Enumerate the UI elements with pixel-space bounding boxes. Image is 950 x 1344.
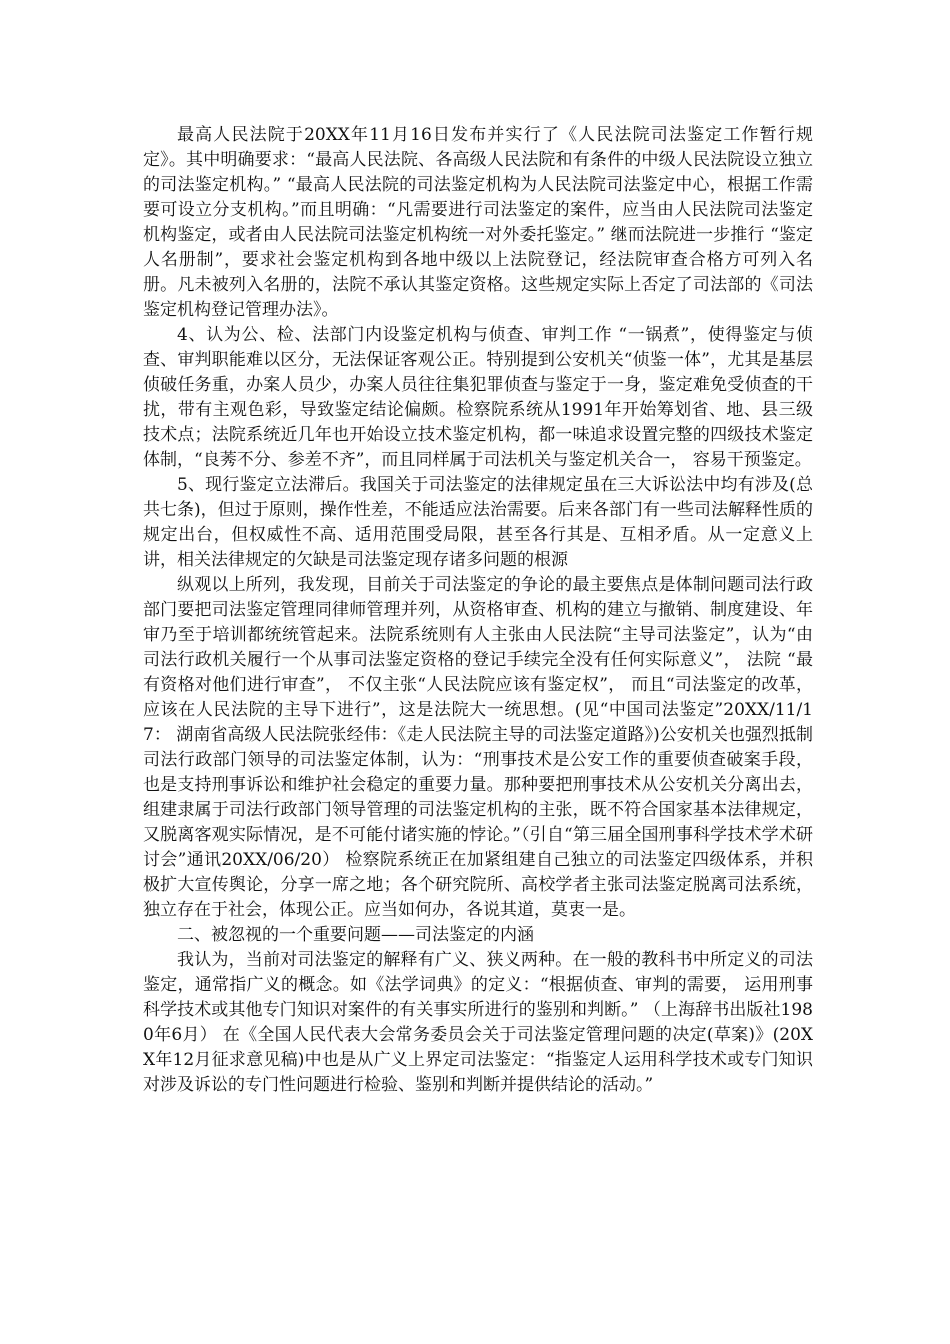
section-heading-2: 二、被忽视的一个重要问题——司法鉴定的内涵	[177, 925, 534, 945]
paragraph-overview: 纵观以上所列，我发现，目前关于司法鉴定的争论的最主要焦点是体制问题司法行政部门要把司法鉴定管理同律师管理并列，从资格审查、机构的建立与撤销、制度建设、年审乃至于培训都统统管起来。法院系统则有人主张由人民法院“主导司法鉴定”，认为“由司法行政机关履行一个从事司法鉴定资格的登记手续完全没有任何实际意义”， 法院 “最有资格对他们进行审查”， 不仅主张“人民法院应该有鉴定权”， 而且“司法鉴定的改革，应该在人民法院的主导下进行”，这是法院大一统思想。(见“中国司法鉴定”20XX/11/17： 湖南省高级人民法院张经伟：《走人民法院主导的司法鉴定道路》)公安机关也强烈抵制司法行政部门领导的司法鉴定体制，认为：“刑事技术是公安工作的重要侦查破案手段，也是支持刑事诉讼和维护社会稳定的重要力量。那种要把刑事技术从公安机关分离出去，组建隶属于司法行政部门领导管理的司法鉴定机构的主张，既不符合国家基本法律规定，又脱离客观实际情况，是不可能付诸实施的悖论。”（引自“第三届全国刑事科学技术学术研讨会”通讯20XX/06/20） 检察院系统正在加紧组建自己独立的司法鉴定四级体系，并积极扩大宣传舆论，分享一席之地；各个研究院所、高校学者主张司法鉴定脱离司法系统，独立存在于社会，体现公正。应当如何办，各说其道，莫衷一是。	[143, 575, 813, 920]
paragraph-definition: 我认为，当前对司法鉴定的解释有广义、狭义两种。在一般的教科书中所定义的司法鉴定，通常指广义的概念。如《法学词典》的定义：“根据侦查、审判的需要， 运用刑事科学技术或其他专门知识对案件的有关事实所进行的鉴别和判断。” （上海辞书出版社1980年6月） 在《全国人民代表大会常务委员会关于司法鉴定管理问题的决定(草案)》(20XX年12月征求意见稿)中也是从广义上界定司法鉴定：“指鉴定人运用科学技术或专门知识对涉及诉讼的专门性问题进行检验、鉴别和判断并提供结论的活动。”	[143, 950, 813, 1095]
paragraph-point-4: 4、认为公、检、法部门内设鉴定机构与侦查、审判工作 “一锅煮”，使得鉴定与侦查、审判职能难以区分，无法保证客观公正。特别提到公安机关“侦鉴一体”，尤其是基层侦破任务重，办案人员少，办案人员往往集犯罪侦查与鉴定于一身，鉴定难免受侦查的干扰，带有主观色彩，导致鉴定结论偏颇。检察院系统从1991年开始筹划省、地、县三级技术点；法院系统近几年也开始设立技术鉴定机构，都一味追求设置完整的四级技术鉴定体制，“良莠不分、参差不齐”，而且同样属于司法机关与鉴定机关合一， 容易干预鉴定。	[143, 325, 813, 470]
paragraph-point-5: 5、现行鉴定立法滞后。我国关于司法鉴定的法律规定虽在三大诉讼法中均有涉及(总共七条)，但过于原则，操作性差，不能适应法治需要。后来各部门有一些司法解释性质的规定出台，但权威性不高、适用范围受局限，甚至各行其是、互相矛盾。从一定意义上讲，相关法律规定的欠缺是司法鉴定现存诸多问题的根源	[143, 475, 813, 570]
document-body	[143, 123, 813, 1098]
paragraph-court-regulations: 最高人民法院于20XX年11月16日发布并实行了《人民法院司法鉴定工作暂行规定》。其中明确要求：“最高人民法院、各高级人民法院和有条件的中级人民法院设立独立的司法鉴定机构。” “最高人民法院的司法鉴定机构为人民法院司法鉴定中心，根据工作需要可设立分支机构。”而且明确：“凡需要进行司法鉴定的案件，应当由人民法院司法鉴定机构鉴定，或者由人民法院司法鉴定机构统一对外委托鉴定。” 继而法院进一步推行 “鉴定人名册制”，要求社会鉴定机构到各地中级以上法院登记，经法院审查合格方可列入名册。凡未被列入名册的，法院不承认其鉴定资格。这些规定实际上否定了司法部的《司法鉴定机构登记管理办法》。	[143, 125, 813, 320]
